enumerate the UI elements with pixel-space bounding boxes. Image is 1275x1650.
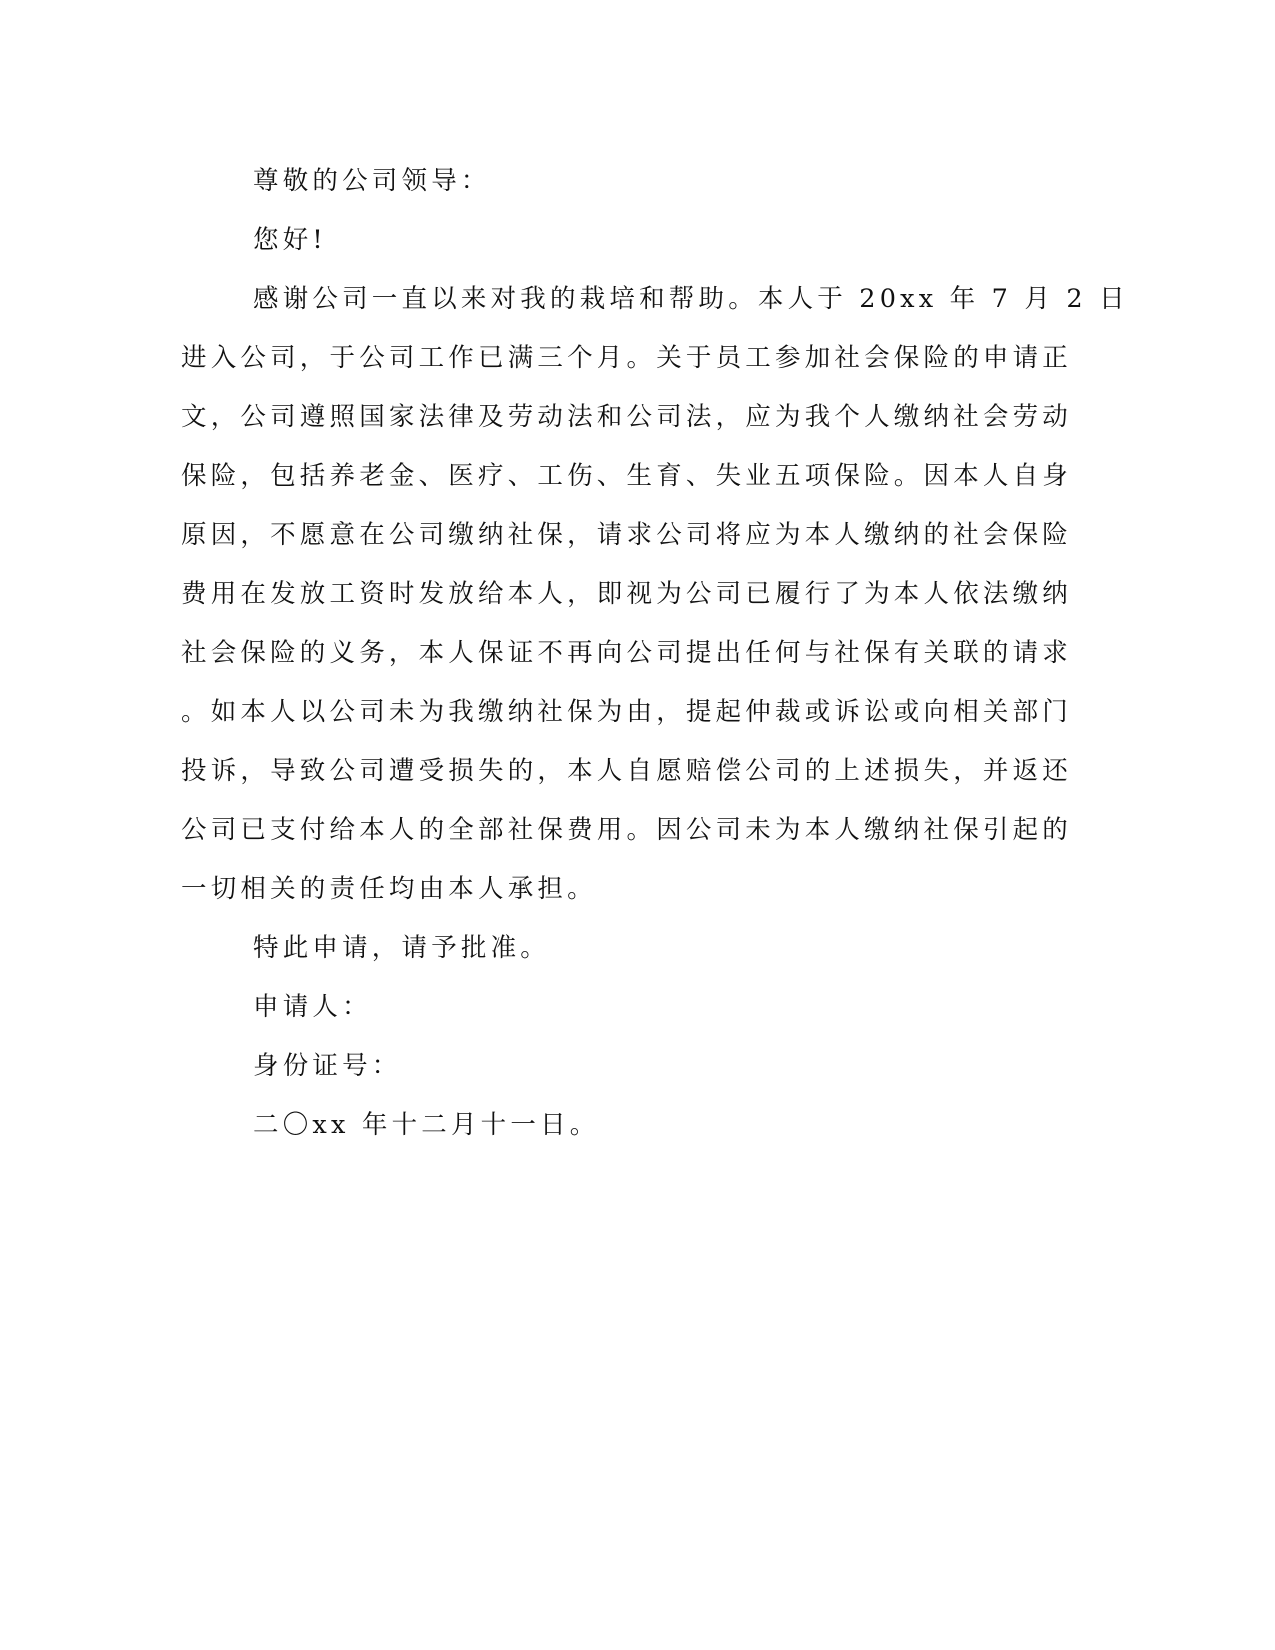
- id-number-label: 身份证号：: [253, 1051, 402, 1081]
- paragraph-line: 进入公司，于公司工作已满三个月。关于员工参加社会保险的申请正: [181, 343, 1073, 373]
- paragraph-line: 。如本人以公司未为我缴纳社保为由，提起仲裁或诉讼或向相关部门: [181, 697, 1073, 727]
- main-paragraph: [181, 270, 1129, 919]
- paragraph-line: 保险，包括养老金、医疗、工伤、生育、失业五项保险。因本人自身: [181, 461, 1073, 491]
- paragraph-line: 社会保险的义务，本人保证不再向公司提出任何与社保有关联的请求: [181, 638, 1073, 668]
- paragraph-line: 一切相关的责任均由本人承担。: [181, 874, 597, 904]
- letter-body: [181, 152, 1129, 1155]
- date-line: 二〇xx 年十二月十一日。: [253, 1110, 600, 1140]
- greeting: 您好!: [253, 225, 327, 255]
- closing-line: 特此申请，请予批准。: [253, 933, 551, 963]
- paragraph-line: 费用在发放工资时发放给本人，即视为公司已履行了为本人依法缴纳: [181, 579, 1073, 609]
- paragraph-line: 公司已支付给本人的全部社保费用。因公司未为本人缴纳社保引起的: [181, 815, 1073, 845]
- paragraph-line: 文，公司遵照国家法律及劳动法和公司法，应为我个人缴纳社会劳动: [181, 402, 1073, 432]
- paragraph-line: 投诉，导致公司遭受损失的，本人自愿赔偿公司的上述损失，并返还: [181, 756, 1073, 786]
- paragraph-line: 感谢公司一直以来对我的栽培和帮助。本人于 20xx 年 7 月 2 日: [253, 284, 1129, 314]
- applicant-label: 申请人：: [253, 992, 372, 1022]
- paragraph-line: 原因，不愿意在公司缴纳社保，请求公司将应为本人缴纳的社会保险: [181, 520, 1073, 550]
- salutation: 尊敬的公司领导：: [253, 166, 491, 196]
